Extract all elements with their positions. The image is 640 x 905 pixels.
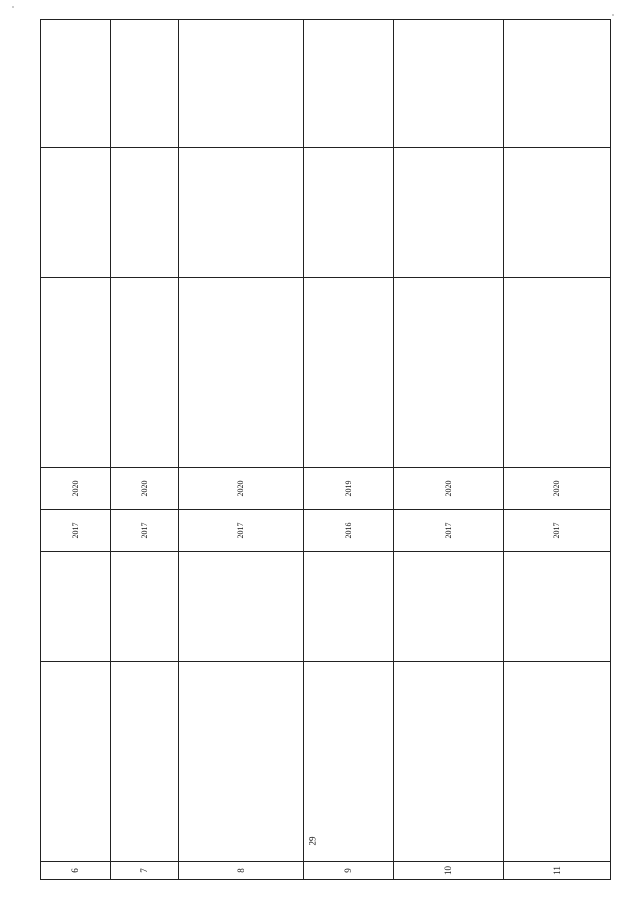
row-number: 10 — [394, 862, 504, 880]
end-year-cell: 2019 — [304, 468, 394, 510]
end-year-cell: 2020 — [504, 468, 611, 510]
start-year-cell: 2017 — [111, 510, 179, 552]
executor-cell — [41, 552, 111, 662]
scan-dust — [612, 14, 614, 16]
row-number: 6 — [41, 862, 111, 880]
result-cell — [304, 278, 394, 468]
start-year-cell: 2017 — [394, 510, 504, 552]
link-cell — [504, 20, 611, 148]
table-row — [304, 20, 394, 880]
result-cell — [179, 278, 304, 468]
start-year-cell: 2017 — [504, 510, 611, 552]
link-cell — [304, 20, 394, 148]
document-table-region — [40, 20, 610, 880]
program-measures-table — [40, 19, 611, 880]
page-number: 29 — [307, 836, 318, 846]
table-row — [394, 20, 504, 880]
executor-cell — [504, 552, 611, 662]
end-year-cell: 2020 — [111, 468, 179, 510]
result-cell — [394, 278, 504, 468]
row-number: 9 — [304, 862, 394, 880]
measure-cell — [504, 662, 611, 862]
end-year-cell: 2020 — [179, 468, 304, 510]
executor-cell — [179, 552, 304, 662]
result-cell — [504, 278, 611, 468]
start-year-cell: 2017 — [41, 510, 111, 552]
problem-cell — [41, 148, 111, 278]
end-year-cell: 2020 — [394, 468, 504, 510]
measure-cell — [111, 662, 179, 862]
link-cell — [111, 20, 179, 148]
executor-cell — [111, 552, 179, 662]
measure-cell — [394, 662, 504, 862]
start-year-cell: 2016 — [304, 510, 394, 552]
measure-cell — [179, 662, 304, 862]
link-cell — [179, 20, 304, 148]
result-cell — [111, 278, 179, 468]
start-year-cell: 2017 — [179, 510, 304, 552]
scan-dust — [12, 6, 14, 8]
row-number: 8 — [179, 862, 304, 880]
row-number: 7 — [111, 862, 179, 880]
problem-cell — [304, 148, 394, 278]
table-row — [41, 20, 111, 880]
problem-cell — [111, 148, 179, 278]
problem-cell — [504, 148, 611, 278]
table-row — [111, 20, 179, 880]
table-row — [179, 20, 304, 880]
link-cell — [394, 20, 504, 148]
executor-cell — [394, 552, 504, 662]
problem-cell — [179, 148, 304, 278]
problem-cell — [394, 148, 504, 278]
measure-cell — [41, 662, 111, 862]
link-cell — [41, 20, 111, 148]
executor-cell — [304, 552, 394, 662]
result-cell — [41, 278, 111, 468]
measure-cell — [304, 662, 394, 862]
end-year-cell: 2020 — [41, 468, 111, 510]
table-row — [504, 20, 611, 880]
row-number: 11 — [504, 862, 611, 880]
